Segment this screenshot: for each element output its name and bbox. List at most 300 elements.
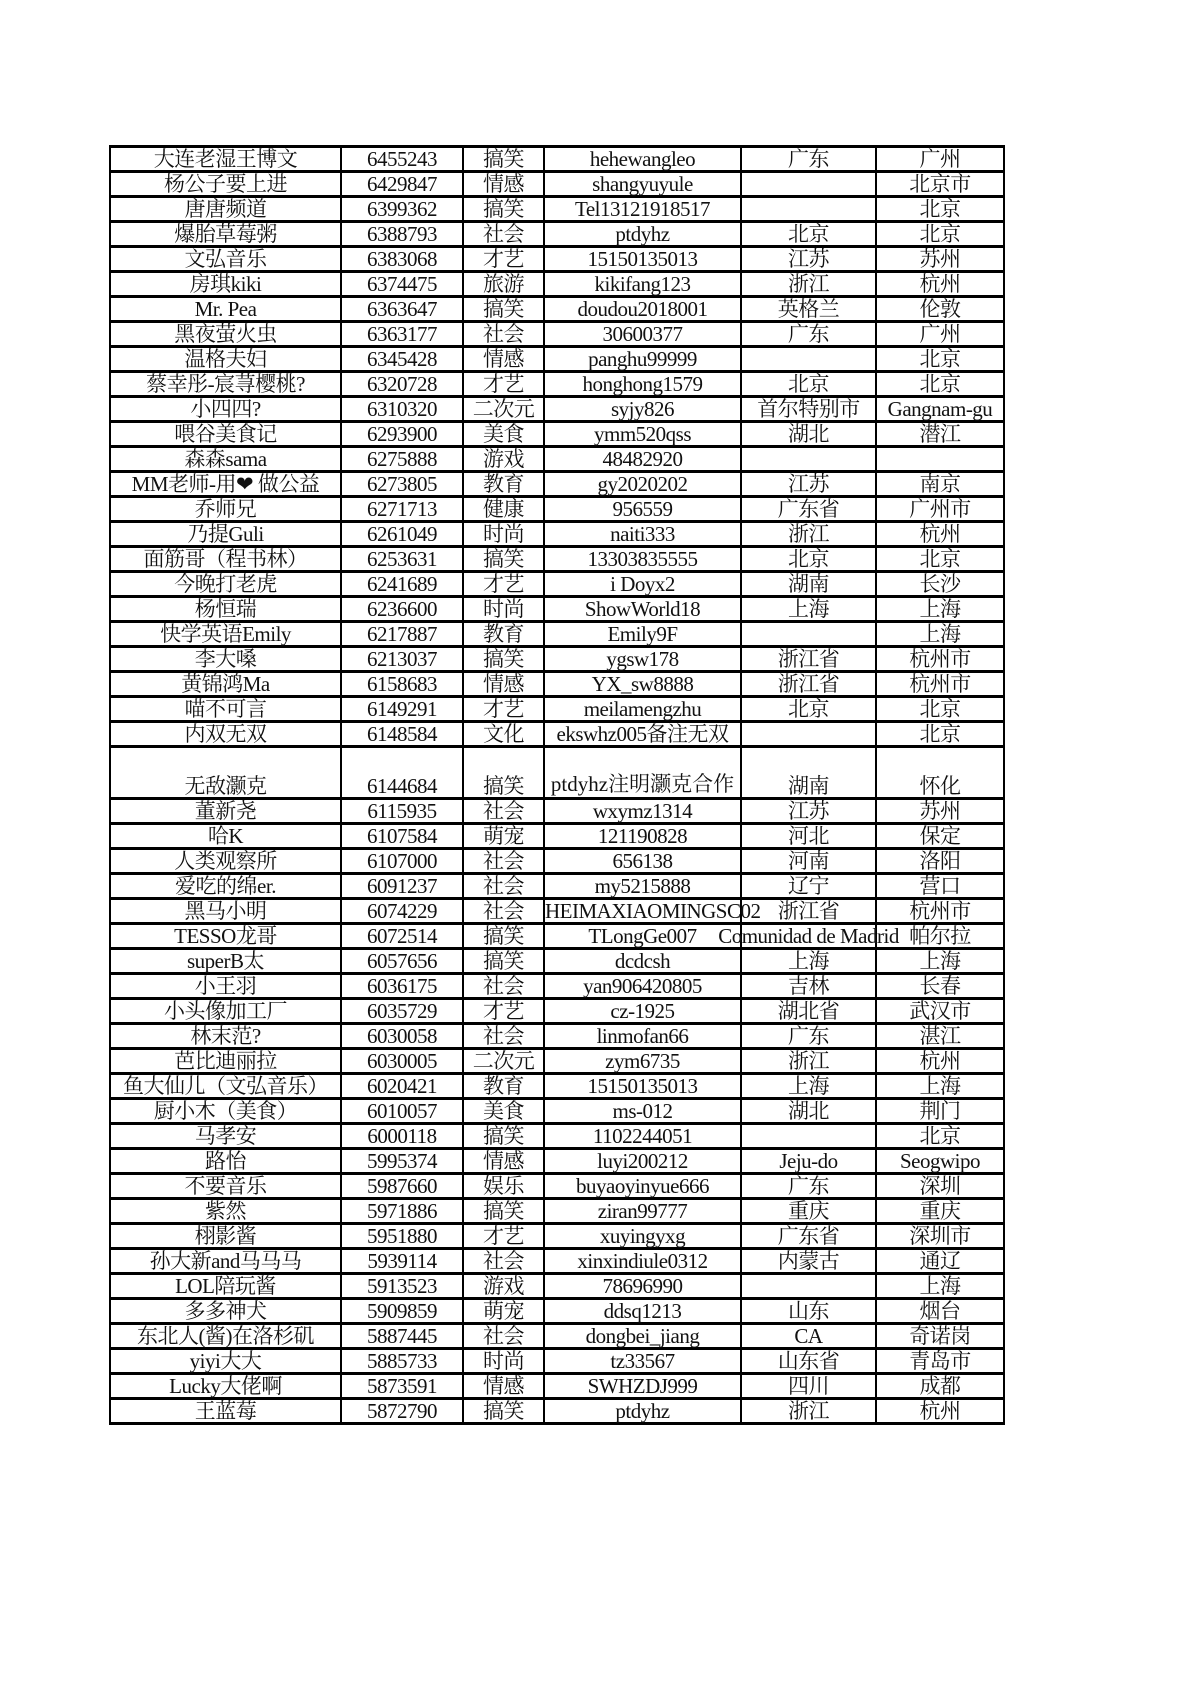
cell-province: 湖南	[741, 572, 876, 597]
table-row	[110, 222, 1004, 247]
cell-followers: 5872790	[341, 1399, 463, 1424]
cell-province: 北京	[741, 372, 876, 397]
cell-city: 烟台	[876, 1299, 1004, 1324]
table-row	[110, 849, 1004, 874]
table-row	[110, 824, 1004, 849]
cell-province: 浙江	[741, 1049, 876, 1074]
cell-name: 喵不可言	[110, 697, 341, 722]
cell-category: 搞笑	[463, 1399, 544, 1424]
cell-wechat-id: xinxindiule0312	[544, 1249, 741, 1274]
table-row	[110, 572, 1004, 597]
cell-followers: 6020421	[341, 1074, 463, 1099]
cell-followers: 6275888	[341, 447, 463, 472]
cell-category: 游戏	[463, 447, 544, 472]
cell-followers: 6091237	[341, 874, 463, 899]
table-row	[110, 472, 1004, 497]
table-row	[110, 1274, 1004, 1299]
cell-wechat-id: ygsw178	[544, 647, 741, 672]
cell-wechat-id: 956559	[544, 497, 741, 522]
cell-city: 上海	[876, 597, 1004, 622]
cell-followers: 6261049	[341, 522, 463, 547]
cell-province: 上海	[741, 949, 876, 974]
cell-followers: 6236600	[341, 597, 463, 622]
cell-province	[741, 347, 876, 372]
cell-followers: 6217887	[341, 622, 463, 647]
cell-name: 栩影酱	[110, 1224, 341, 1249]
cell-wechat-id: 30600377	[544, 322, 741, 347]
influencer-table	[109, 145, 1005, 1425]
cell-wechat-id: 13303835555	[544, 547, 741, 572]
cell-followers: 6035729	[341, 999, 463, 1024]
cell-city: 杭州市	[876, 647, 1004, 672]
cell-wechat-id: zym6735	[544, 1049, 741, 1074]
cell-province: 江苏	[741, 799, 876, 824]
cell-wechat-id: honghong1579	[544, 372, 741, 397]
table-row	[110, 1149, 1004, 1174]
table-row	[110, 747, 1004, 799]
cell-province: 北京	[741, 547, 876, 572]
cell-name: Lucky大佬啊	[110, 1374, 341, 1399]
table-row	[110, 1224, 1004, 1249]
cell-city: 上海	[876, 1074, 1004, 1099]
cell-name: 蔡幸彤-宸荨樱桃?	[110, 372, 341, 397]
cell-name: 今晚打老虎	[110, 572, 341, 597]
cell-city: 重庆	[876, 1199, 1004, 1224]
cell-followers: 6074229	[341, 899, 463, 924]
cell-city: 营口	[876, 874, 1004, 899]
cell-name: superB太	[110, 949, 341, 974]
cell-name: 林末范?	[110, 1024, 341, 1049]
table-row	[110, 597, 1004, 622]
table-row	[110, 874, 1004, 899]
table-row	[110, 1049, 1004, 1074]
cell-wechat-id: buyaoyinyue666	[544, 1174, 741, 1199]
cell-city: 杭州市	[876, 672, 1004, 697]
cell-city: 北京	[876, 222, 1004, 247]
cell-province: 辽宁	[741, 874, 876, 899]
cell-followers: 6030058	[341, 1024, 463, 1049]
cell-province: 江苏	[741, 472, 876, 497]
cell-city: 北京	[876, 347, 1004, 372]
table-row	[110, 974, 1004, 999]
cell-category: 教育	[463, 622, 544, 647]
cell-followers: 6000118	[341, 1124, 463, 1149]
table-row	[110, 347, 1004, 372]
cell-wechat-id: SWHZDJ999	[544, 1374, 741, 1399]
cell-city: 奇诺岗	[876, 1324, 1004, 1349]
table-row	[110, 1374, 1004, 1399]
cell-province: 上海	[741, 597, 876, 622]
cell-city: Gangnam-gu	[876, 397, 1004, 422]
cell-followers: 6271713	[341, 497, 463, 522]
cell-province: 山东	[741, 1299, 876, 1324]
cell-wechat-id: 15150135013	[544, 247, 741, 272]
table-row	[110, 372, 1004, 397]
cell-wechat-id: linmofan66	[544, 1024, 741, 1049]
cell-category: 时尚	[463, 597, 544, 622]
cell-category: 搞笑	[463, 949, 544, 974]
table-row	[110, 647, 1004, 672]
cell-wechat-id: ekswhz005备注无双	[544, 722, 741, 747]
cell-wechat-id: 1102244051	[544, 1124, 741, 1149]
table-row	[110, 147, 1004, 172]
table-row	[110, 672, 1004, 697]
cell-city: 上海	[876, 1274, 1004, 1299]
cell-followers: 5971886	[341, 1199, 463, 1224]
cell-category: 社会	[463, 899, 544, 924]
cell-city: 洛阳	[876, 849, 1004, 874]
cell-province	[741, 447, 876, 472]
cell-followers: 6293900	[341, 422, 463, 447]
cell-followers: 6253631	[341, 547, 463, 572]
cell-wechat-id: shangyuyule	[544, 172, 741, 197]
cell-name: 东北人(酱)在洛杉矶	[110, 1324, 341, 1349]
cell-name: 温格夫妇	[110, 347, 341, 372]
cell-followers: 6072514	[341, 924, 463, 949]
cell-category: 搞笑	[463, 747, 544, 799]
cell-name: 爱吃的绵er.	[110, 874, 341, 899]
cell-followers: 6310320	[341, 397, 463, 422]
cell-city: 武汉市	[876, 999, 1004, 1024]
table-row	[110, 172, 1004, 197]
table-row	[110, 924, 1004, 949]
cell-category: 旅游	[463, 272, 544, 297]
table-row	[110, 622, 1004, 647]
cell-wechat-id: TLongGe007	[544, 924, 741, 949]
cell-name: LOL陪玩酱	[110, 1274, 341, 1299]
cell-followers: 6107000	[341, 849, 463, 874]
cell-city: 伦敦	[876, 297, 1004, 322]
cell-category: 健康	[463, 497, 544, 522]
cell-province: 北京	[741, 222, 876, 247]
cell-followers: 6115935	[341, 799, 463, 824]
table-row	[110, 322, 1004, 347]
cell-wechat-id: dongbei_jiang	[544, 1324, 741, 1349]
cell-name: 无敌灏克	[110, 747, 341, 799]
table-row	[110, 1399, 1004, 1424]
cell-province: 吉林	[741, 974, 876, 999]
cell-followers: 6374475	[341, 272, 463, 297]
cell-name: 喂谷美食记	[110, 422, 341, 447]
cell-wechat-id: hehewangleo	[544, 147, 741, 172]
cell-province: 湖北	[741, 1099, 876, 1124]
cell-city: 帕尔拉	[876, 924, 1004, 949]
cell-city: 北京	[876, 197, 1004, 222]
cell-name: 孙大新and马马马	[110, 1249, 341, 1274]
cell-province	[741, 1124, 876, 1149]
cell-wechat-id: wxymz1314	[544, 799, 741, 824]
cell-province: 湖北省	[741, 999, 876, 1024]
cell-city: 广州市	[876, 497, 1004, 522]
cell-category: 搞笑	[463, 924, 544, 949]
cell-category: 才艺	[463, 1224, 544, 1249]
cell-city: 北京	[876, 697, 1004, 722]
cell-category: 搞笑	[463, 1124, 544, 1149]
cell-followers: 6320728	[341, 372, 463, 397]
cell-province	[741, 622, 876, 647]
cell-province: 北京	[741, 697, 876, 722]
cell-category: 社会	[463, 322, 544, 347]
cell-name: 紫然	[110, 1199, 341, 1224]
cell-wechat-id: syjy826	[544, 397, 741, 422]
cell-category: 美食	[463, 422, 544, 447]
table-row	[110, 1199, 1004, 1224]
cell-name: 文弘音乐	[110, 247, 341, 272]
table-row	[110, 1074, 1004, 1099]
cell-category: 情感	[463, 172, 544, 197]
cell-category: 娱乐	[463, 1174, 544, 1199]
cell-province: 山东省	[741, 1349, 876, 1374]
cell-wechat-id: ymm520qss	[544, 422, 741, 447]
cell-followers: 5873591	[341, 1374, 463, 1399]
table-row	[110, 1024, 1004, 1049]
cell-wechat-id: ptdyhz	[544, 222, 741, 247]
cell-name: 路怡	[110, 1149, 341, 1174]
cell-province: 广东	[741, 1024, 876, 1049]
cell-name: 杨恒瑞	[110, 597, 341, 622]
cell-category: 时尚	[463, 522, 544, 547]
table-row	[110, 697, 1004, 722]
cell-category: 二次元	[463, 1049, 544, 1074]
table-row	[110, 547, 1004, 572]
cell-followers: 6429847	[341, 172, 463, 197]
cell-province: 河北	[741, 824, 876, 849]
cell-category: 搞笑	[463, 547, 544, 572]
cell-city: 苏州	[876, 247, 1004, 272]
cell-wechat-id: 656138	[544, 849, 741, 874]
cell-city: 南京	[876, 472, 1004, 497]
cell-province: 四川	[741, 1374, 876, 1399]
cell-followers: 6158683	[341, 672, 463, 697]
cell-category: 搞笑	[463, 1199, 544, 1224]
cell-province: 首尔特别市	[741, 397, 876, 422]
table-body	[110, 147, 1004, 1424]
cell-followers: 5939114	[341, 1249, 463, 1274]
cell-wechat-id: ziran99777	[544, 1199, 741, 1224]
cell-city: 北京市	[876, 172, 1004, 197]
cell-province	[741, 1274, 876, 1299]
cell-category: 情感	[463, 1374, 544, 1399]
cell-category: 教育	[463, 1074, 544, 1099]
cell-followers: 6273805	[341, 472, 463, 497]
cell-city: 深圳市	[876, 1224, 1004, 1249]
cell-category: 搞笑	[463, 647, 544, 672]
cell-province: 上海	[741, 1074, 876, 1099]
cell-category: 美食	[463, 1099, 544, 1124]
table-row	[110, 899, 1004, 924]
cell-province: Jeju-do	[741, 1149, 876, 1174]
cell-followers: 5987660	[341, 1174, 463, 1199]
cell-city: 北京	[876, 372, 1004, 397]
cell-category: 社会	[463, 849, 544, 874]
table-row	[110, 722, 1004, 747]
table-row	[110, 197, 1004, 222]
cell-category: 情感	[463, 1149, 544, 1174]
cell-name: 快学英语Emily	[110, 622, 341, 647]
cell-name: 芭比迪丽拉	[110, 1049, 341, 1074]
cell-category: 搞笑	[463, 147, 544, 172]
cell-city: 保定	[876, 824, 1004, 849]
cell-category: 才艺	[463, 697, 544, 722]
cell-wechat-id: panghu99999	[544, 347, 741, 372]
cell-province: 湖北	[741, 422, 876, 447]
cell-province: 浙江省	[741, 647, 876, 672]
cell-text: Comunidad de Madrid	[718, 924, 899, 948]
cell-name: 杨公子要上进	[110, 172, 341, 197]
cell-wechat-id: meilamengzhu	[544, 697, 741, 722]
table-row	[110, 272, 1004, 297]
cell-name: 马孝安	[110, 1124, 341, 1149]
cell-province: 浙江	[741, 1399, 876, 1424]
table-row	[110, 447, 1004, 472]
cell-province: 河南	[741, 849, 876, 874]
cell-city: 怀化	[876, 747, 1004, 799]
table-row	[110, 247, 1004, 272]
cell-name: 李大嗓	[110, 647, 341, 672]
table-row	[110, 297, 1004, 322]
cell-name: 董新尧	[110, 799, 341, 824]
cell-category: 情感	[463, 347, 544, 372]
cell-city: 深圳	[876, 1174, 1004, 1199]
cell-name: MM老师-用❤ 做公益	[110, 472, 341, 497]
cell-city: 长沙	[876, 572, 1004, 597]
cell-category: 教育	[463, 472, 544, 497]
cell-wechat-id: yan906420805	[544, 974, 741, 999]
table-row	[110, 1124, 1004, 1149]
cell-wechat-id: i Doyx2	[544, 572, 741, 597]
cell-followers: 6455243	[341, 147, 463, 172]
cell-category: 搞笑	[463, 297, 544, 322]
cell-wechat-id: Emily9F	[544, 622, 741, 647]
cell-city: 杭州	[876, 1049, 1004, 1074]
cell-name: 黄锦鸿Ma	[110, 672, 341, 697]
cell-city: 北京	[876, 547, 1004, 572]
cell-followers: 6057656	[341, 949, 463, 974]
cell-name: 森森sama	[110, 447, 341, 472]
cell-followers: 6149291	[341, 697, 463, 722]
cell-category: 情感	[463, 672, 544, 697]
cell-province: 英格兰	[741, 297, 876, 322]
cell-city: 广州	[876, 322, 1004, 347]
cell-name: yiyi大大	[110, 1349, 341, 1374]
cell-followers: 6213037	[341, 647, 463, 672]
table-row	[110, 422, 1004, 447]
table-row	[110, 1174, 1004, 1199]
cell-followers: 6363177	[341, 322, 463, 347]
cell-name: 小头像加工厂	[110, 999, 341, 1024]
cell-province: 浙江省	[741, 672, 876, 697]
cell-followers: 5951880	[341, 1224, 463, 1249]
cell-province: 浙江	[741, 522, 876, 547]
cell-followers: 6010057	[341, 1099, 463, 1124]
cell-wechat-id: ddsq1213	[544, 1299, 741, 1324]
cell-followers: 6241689	[341, 572, 463, 597]
cell-province	[741, 197, 876, 222]
table-row	[110, 999, 1004, 1024]
cell-name: 哈K	[110, 824, 341, 849]
cell-category: 社会	[463, 799, 544, 824]
cell-category: 才艺	[463, 372, 544, 397]
cell-category: 二次元	[463, 397, 544, 422]
cell-wechat-id: doudou2018001	[544, 297, 741, 322]
cell-followers: 5913523	[341, 1274, 463, 1299]
cell-name: 大连老湿王博文	[110, 147, 341, 172]
cell-city: 成都	[876, 1374, 1004, 1399]
cell-name: 多多神犬	[110, 1299, 341, 1324]
cell-wechat-id: ms-012	[544, 1099, 741, 1124]
cell-province: 广东	[741, 1174, 876, 1199]
cell-city: 广州	[876, 147, 1004, 172]
cell-followers: 5909859	[341, 1299, 463, 1324]
cell-province: 广东	[741, 322, 876, 347]
cell-followers: 6030005	[341, 1049, 463, 1074]
cell-name: 小王羽	[110, 974, 341, 999]
cell-wechat-id: 78696990	[544, 1274, 741, 1299]
table-row	[110, 1349, 1004, 1374]
cell-followers: 6148584	[341, 722, 463, 747]
cell-name: 厨小木（美食）	[110, 1099, 341, 1124]
cell-city: 上海	[876, 622, 1004, 647]
cell-name: 爆胎草莓粥	[110, 222, 341, 247]
cell-category: 社会	[463, 1024, 544, 1049]
cell-province: CA	[741, 1324, 876, 1349]
cell-name: 不要音乐	[110, 1174, 341, 1199]
cell-wechat-id: dcdcsh	[544, 949, 741, 974]
cell-name: TESSO龙哥	[110, 924, 341, 949]
cell-wechat-id: Tel13121918517	[544, 197, 741, 222]
cell-city: 杭州	[876, 1399, 1004, 1424]
cell-city: 杭州市	[876, 899, 1004, 924]
cell-province: 湖南	[741, 747, 876, 799]
table-row	[110, 497, 1004, 522]
cell-name: 乔师兄	[110, 497, 341, 522]
cell-wechat-id: ptdyhz	[544, 1399, 741, 1424]
cell-followers: 6107584	[341, 824, 463, 849]
cell-wechat-id: cz-1925	[544, 999, 741, 1024]
cell-category: 社会	[463, 974, 544, 999]
cell-name: 小四四?	[110, 397, 341, 422]
cell-wechat-id: HEIMAXIAOMINGSC02	[545, 899, 761, 923]
cell-province: 重庆	[741, 1199, 876, 1224]
cell-category: 才艺	[463, 247, 544, 272]
cell-category: 社会	[463, 1249, 544, 1274]
cell-province: 浙江省	[741, 899, 876, 924]
cell-wechat-id: ptdyhz注明灏克合作	[544, 747, 741, 799]
cell-province	[741, 722, 876, 747]
table-row	[110, 1249, 1004, 1274]
cell-city	[876, 447, 1004, 472]
cell-wechat-id: kikifang123	[544, 272, 741, 297]
cell-name: 乃提Guli	[110, 522, 341, 547]
cell-followers: 5885733	[341, 1349, 463, 1374]
table-row	[110, 949, 1004, 974]
cell-province: 浙江	[741, 272, 876, 297]
cell-followers: 6383068	[341, 247, 463, 272]
cell-name: 鱼大仙儿（文弘音乐）	[110, 1074, 341, 1099]
cell-city: 北京	[876, 722, 1004, 747]
cell-city: 杭州	[876, 272, 1004, 297]
cell-name: 黑马小明	[110, 899, 341, 924]
cell-wechat-id: luyi200212	[544, 1149, 741, 1174]
cell-category: 文化	[463, 722, 544, 747]
cell-province: 广东省	[741, 1224, 876, 1249]
cell-name: 唐唐频道	[110, 197, 341, 222]
cell-category: 才艺	[463, 999, 544, 1024]
cell-wechat-id: ShowWorld18	[544, 597, 741, 622]
cell-name: 人类观察所	[110, 849, 341, 874]
cell-province: 广东省	[741, 497, 876, 522]
cell-followers: 6399362	[341, 197, 463, 222]
